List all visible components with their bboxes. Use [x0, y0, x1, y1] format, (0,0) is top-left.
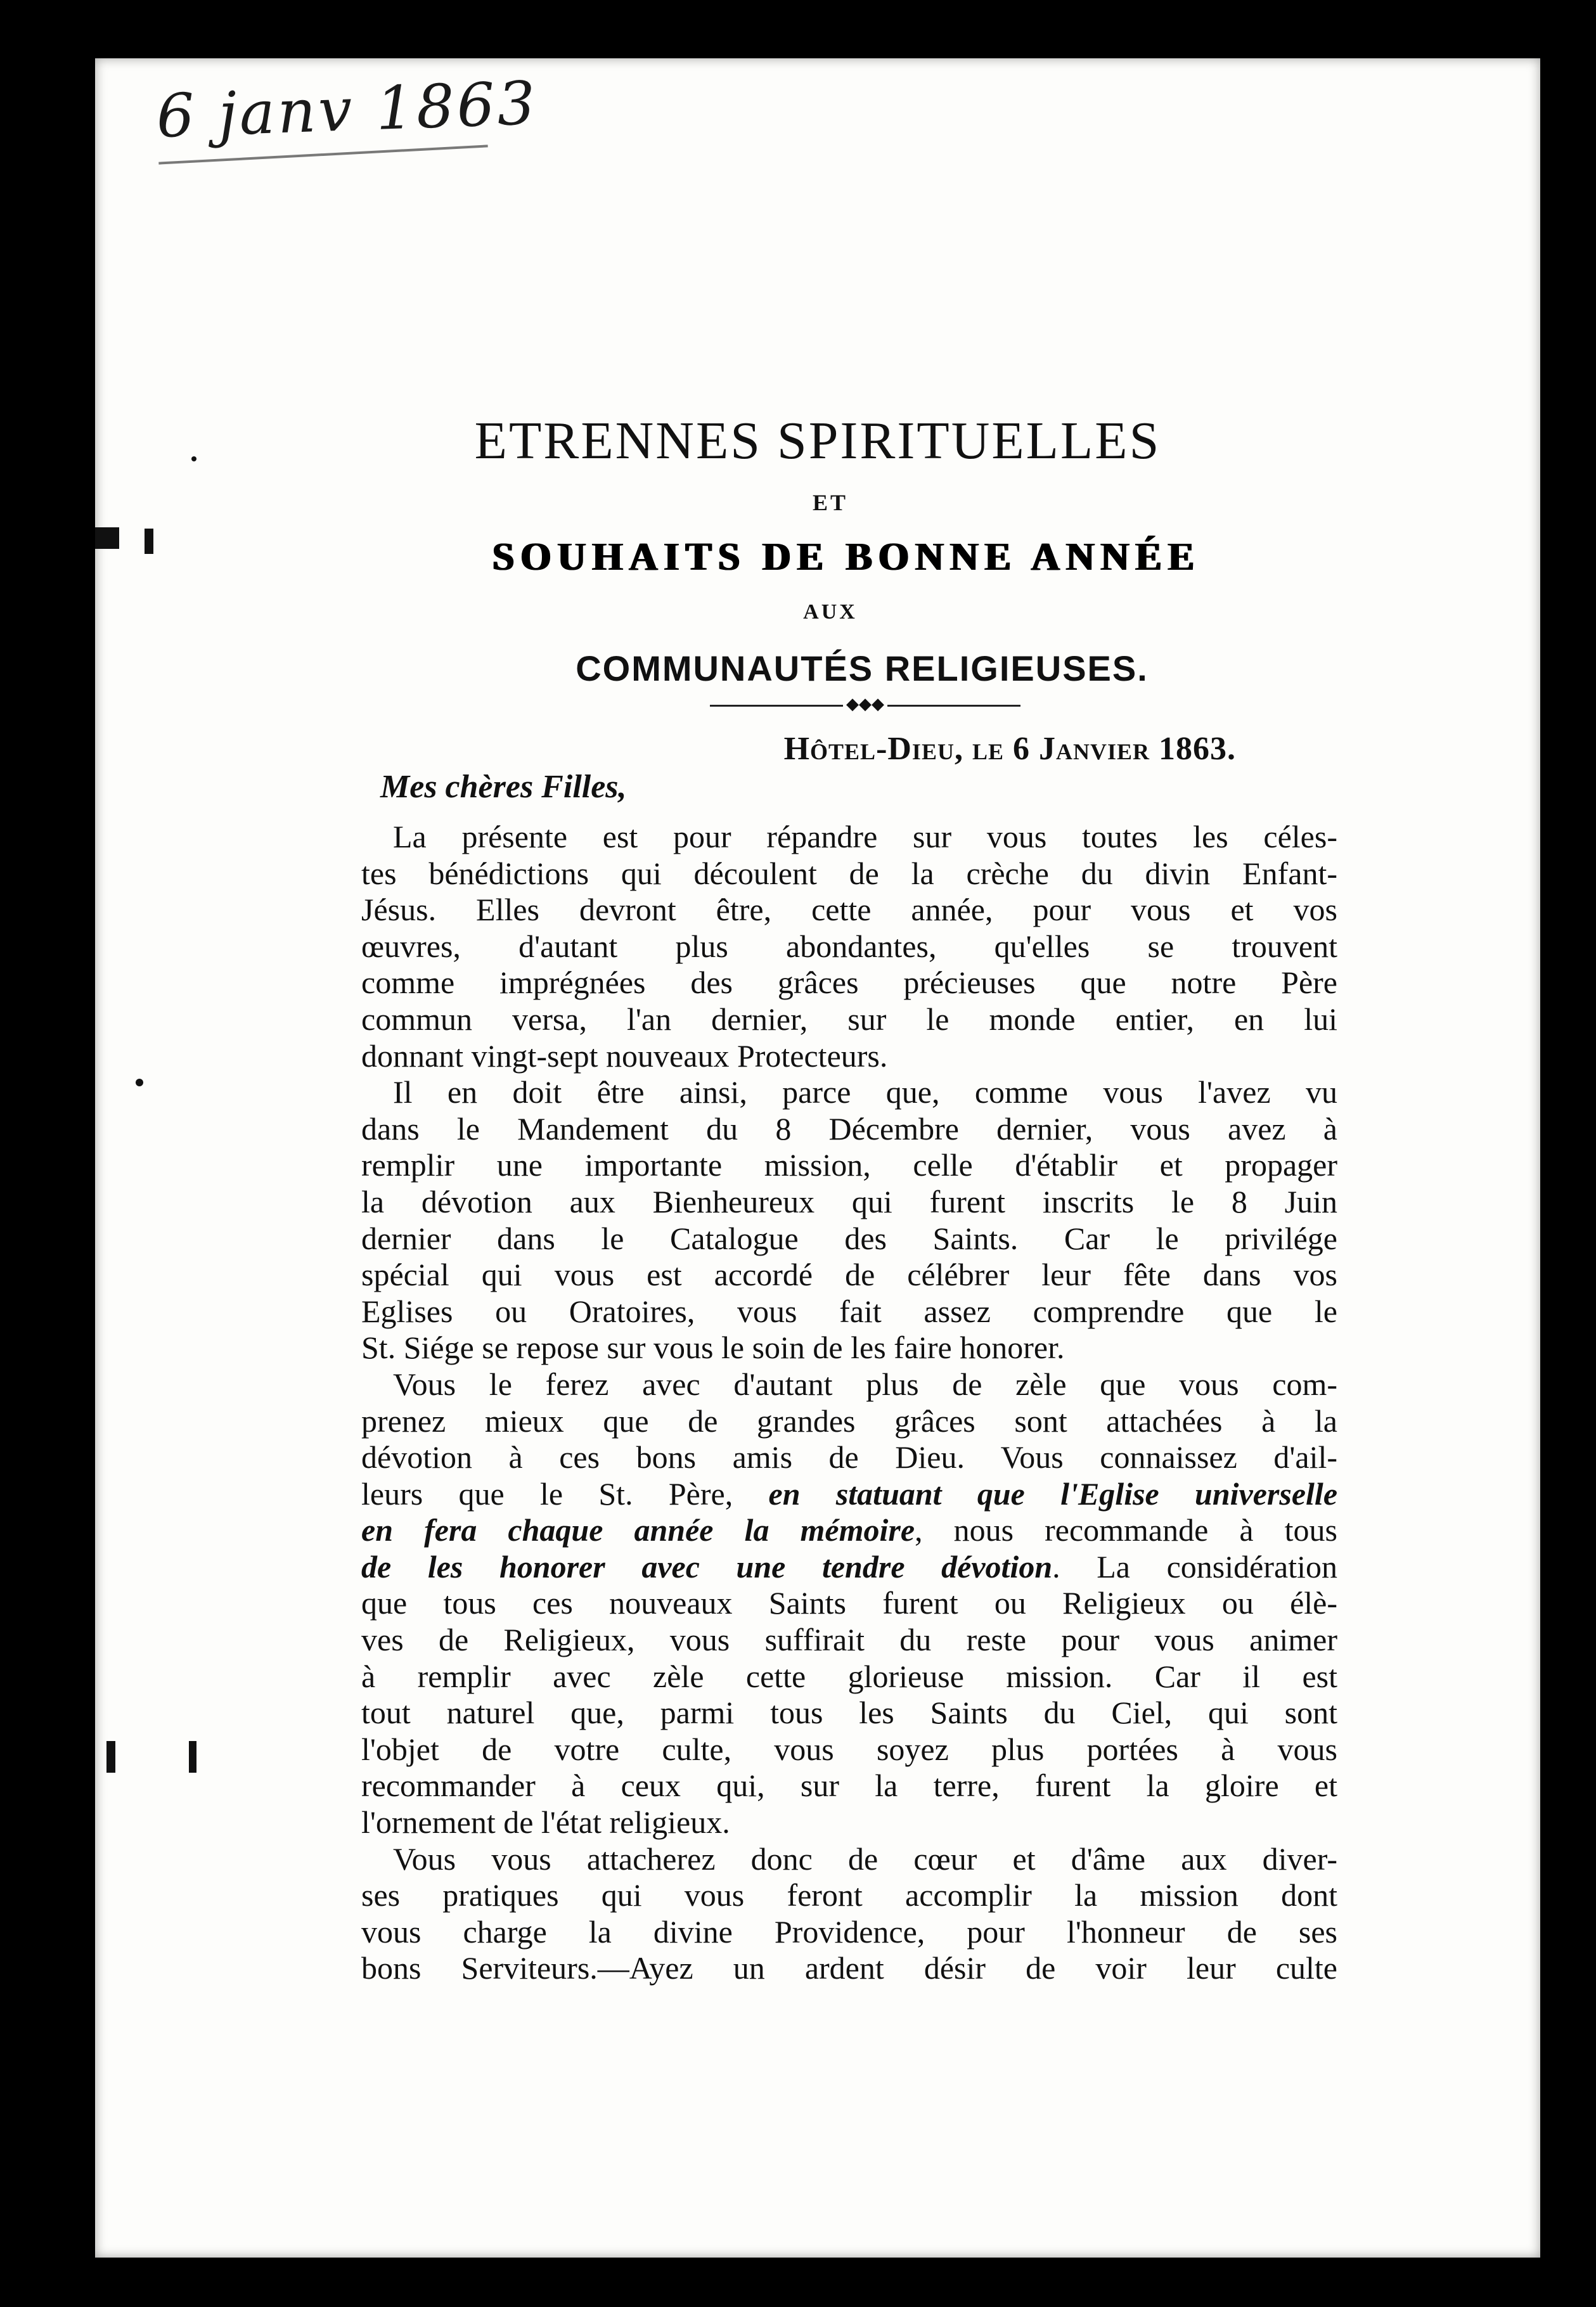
text-line: prenez mieux que de grandes grâces sont attachées à la: [361, 1403, 1337, 1439]
text-line: commun versa, l'an dernier, sur le monde entier, en lui: [361, 1001, 1337, 1037]
italic-fragment: de les honorer avec une tendre dévotion: [361, 1548, 1053, 1584]
text-line: Vous le ferez avec d'autant plus de zèle que vous com-: [393, 1366, 1337, 1402]
title-line-2: SOUHAITS DE BONNE ANNÉE: [492, 536, 1200, 579]
text-line: Eglises ou Oratoires, vous fait assez comprendre que le: [361, 1293, 1337, 1329]
text-line: bons Serviteurs.—Ayez un ardent désir de voir leur culte: [361, 1950, 1337, 1986]
italic-fragment: en fera chaque année la mémoire: [361, 1512, 915, 1548]
text-line: remplir une importante mission, celle d'établir et propager: [361, 1147, 1337, 1183]
text-line: La présente est pour répandre sur vous toutes les céles-: [393, 819, 1337, 854]
text-line: spécial qui vous est accordé de célébrer leur fête dans vos: [361, 1257, 1337, 1293]
italic-fragment: en statuant que l'Eglise universelle: [768, 1475, 1338, 1512]
title-line-3: COMMUNAUTÉS RELIGIEUSES.: [576, 648, 1149, 688]
text-line: à remplir avec zèle cette glorieuse mission. Car il est: [361, 1658, 1337, 1694]
text-fragment: leurs que le St. Père,: [361, 1475, 733, 1512]
title-connector-et: ET: [812, 490, 849, 515]
letter-body: [361, 819, 1337, 1987]
text-fragment: , nous recommande à tous: [915, 1512, 1337, 1548]
scan-mark: [106, 1741, 115, 1773]
document-page: [95, 58, 1540, 2258]
text-line: œuvres, d'autant plus abondantes, qu'elles se trouvent: [361, 928, 1337, 964]
scan-mark: [136, 1079, 143, 1086]
text-line: St. Siége se repose sur vous le soin de les faire honorer.: [361, 1330, 1065, 1366]
text-line: l'objet de votre culte, vous soyez plus portées à vous: [361, 1731, 1337, 1767]
text-line-mixed: [361, 1549, 1337, 1586]
scan-mark: [191, 456, 196, 461]
text-line: que tous ces nouveaux Saints furent ou Religieux ou élè-: [361, 1585, 1337, 1621]
text-line: vous charge la divine Providence, pour l'honneur de ses: [361, 1913, 1337, 1950]
dateline: Hôtel-Dieu, le 6 Janvier 1863.: [783, 731, 1236, 767]
text-line: tout naturel que, parmi tous les Saints du Ciel, qui sont: [361, 1695, 1337, 1731]
handwritten-date-note: 6 janv 1863: [155, 69, 539, 151]
text-line: la dévotion aux Bienheureux qui furent inscrits le 8 Juin: [361, 1183, 1337, 1219]
text-line: Jésus. Elles devront être, cette année, pour vous et vos: [361, 892, 1337, 928]
text-line: tes bénédictions qui découlent de la crèche du divin Enfant-: [361, 855, 1337, 891]
salutation: Mes chères Filles,: [380, 769, 627, 805]
text-line-mixed: [361, 1512, 1337, 1549]
text-line: comme imprégnées des grâces précieuses que notre Père: [361, 965, 1337, 1001]
text-line: recommander à ceux qui, sur la terre, furent la gloire et: [361, 1768, 1337, 1804]
text-line: dernier dans le Catalogue des Saints. Car le privilége: [361, 1220, 1337, 1256]
scan-mark: [189, 1741, 196, 1773]
text-line: donnant vingt-sept nouveaux Protecteurs.: [361, 1038, 888, 1074]
text-line: ves de Religieux, vous suffirait du reste pour vous animer: [361, 1622, 1337, 1658]
text-fragment: . La considération: [1052, 1548, 1337, 1584]
title-connector-aux: AUX: [803, 600, 858, 624]
text-line: Il en doit être ainsi, parce que, comme vous l'avez vu: [393, 1074, 1337, 1110]
divider-ornament: ◆◆◆: [843, 695, 887, 714]
text-line: dévotion à ces bons amis de Dieu. Vous connaissez d'ail-: [361, 1439, 1337, 1475]
text-line: l'ornement de l'état religieux.: [361, 1804, 730, 1841]
scan-mark: [145, 529, 153, 554]
text-line: dans le Mandement du 8 Décembre dernier, vous avez à: [361, 1110, 1337, 1147]
scan-mark: [95, 527, 119, 549]
text-line-mixed: [361, 1476, 1337, 1513]
text-line: Vous vous attacherez donc de cœur et d'âme aux diver-: [393, 1841, 1337, 1877]
text-line: ses pratiques qui vous feront accomplir la mission dont: [361, 1877, 1337, 1913]
title-line-1: ETRENNES SPIRITUELLES: [474, 411, 1161, 470]
